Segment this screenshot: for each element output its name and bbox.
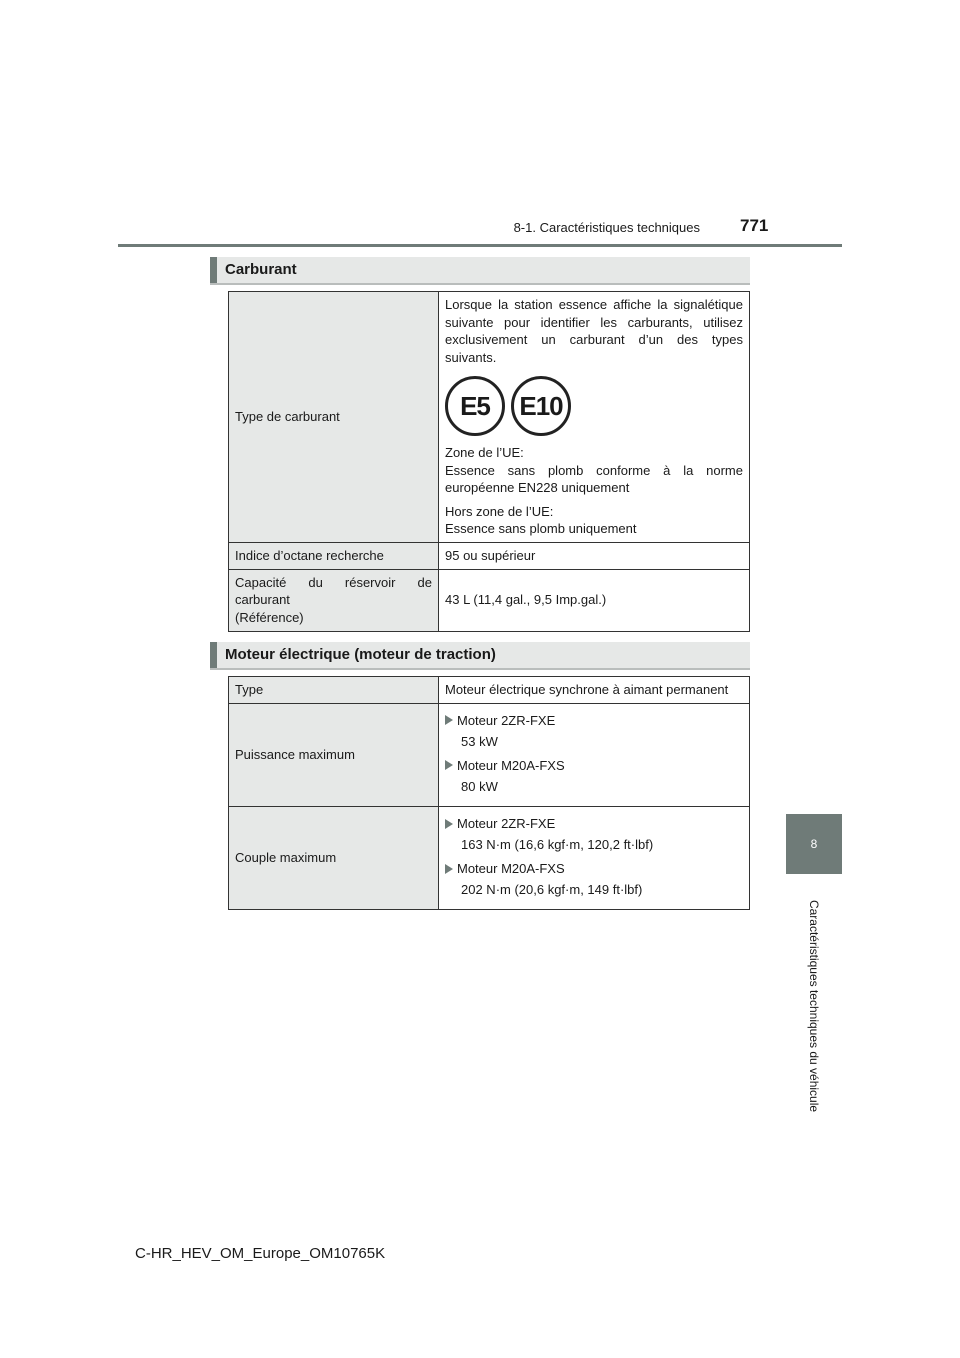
triangle-bullet-icon <box>445 819 453 829</box>
torque-value-2: 202 N·m (20,6 kgf·m, 149 ft·lbf) <box>461 882 643 898</box>
torque-label: Couple maximum <box>229 806 439 909</box>
capacity-value: 43 L (11,4 gal., 9,5 Imp.gal.) <box>439 569 750 631</box>
section-title: 8-1. Caractéristiques techniques <box>513 220 700 235</box>
power-value-2: 80 kW <box>461 779 498 795</box>
power-value-1: 53 kW <box>461 734 498 750</box>
chapter-number: 8 <box>810 837 818 851</box>
power-engine-2: Moteur M20A-FXS <box>457 757 565 773</box>
table-row <box>229 677 750 704</box>
motor-table <box>228 676 750 910</box>
document-id: C-HR_HEV_OM_Europe_OM10765K <box>135 1245 386 1262</box>
fuel-badges <box>445 376 743 436</box>
list-item <box>445 815 743 833</box>
table-row <box>229 569 750 631</box>
octane-label: Indice d’octane recherche <box>229 542 439 569</box>
eu-zone-text: Essence sans plomb conforme à la norme européenne EN228 uniquement <box>445 462 743 496</box>
fuel-type-value <box>439 292 750 543</box>
power-label: Puissance maximum <box>229 703 439 806</box>
e5-fuel-badge-icon: E5 <box>445 376 505 436</box>
fuel-table <box>228 291 750 632</box>
page-number: 771 <box>740 216 769 235</box>
table-row <box>229 292 750 543</box>
eu-zone-label: Zone de l’UE: <box>445 445 524 461</box>
fuel-type-label: Type de carburant <box>229 292 439 543</box>
chapter-tab <box>786 814 842 874</box>
list-item <box>445 860 743 878</box>
motor-type-label: Type <box>229 677 439 704</box>
power-engine-1: Moteur 2ZR-FXE <box>457 712 556 728</box>
table-row <box>229 542 750 569</box>
torque-value-1: 163 N·m (16,6 kgf·m, 120,2 ft·lbf) <box>461 837 654 853</box>
torque-value <box>439 806 750 909</box>
fuel-type-intro: Lorsque la station essence affiche la signalétique suivante pour identifier les carburants, utilisez exclusivement un carburant d’un des types suivants. <box>445 297 743 365</box>
table-row <box>229 703 750 806</box>
table-row <box>229 806 750 909</box>
torque-engine-1: Moteur 2ZR-FXE <box>457 815 556 831</box>
power-value <box>439 703 750 806</box>
capacity-label-reference: (Référence) <box>235 610 304 626</box>
capacity-label <box>229 569 439 631</box>
capacity-label-text: Capacité du réservoir de carburant <box>235 574 432 608</box>
motor-section-title: Moteur électrique (moteur de traction) <box>210 642 750 668</box>
motor-type-value: Moteur électrique synchrone à aimant permanent <box>439 677 750 704</box>
list-item <box>445 712 743 730</box>
header-rule <box>118 244 842 247</box>
octane-value: 95 ou supérieur <box>439 542 750 569</box>
list-item <box>445 757 743 775</box>
fuel-section-title: Carburant <box>210 257 750 283</box>
triangle-bullet-icon <box>445 864 453 874</box>
non-eu-zone-text: Essence sans plomb uniquement <box>445 521 637 537</box>
torque-engine-2: Moteur M20A-FXS <box>457 860 565 876</box>
e10-fuel-badge-icon: E10 <box>511 376 571 436</box>
chapter-label: Caractéristiques techniques du véhicule <box>807 899 821 1113</box>
triangle-bullet-icon <box>445 715 453 725</box>
triangle-bullet-icon <box>445 760 453 770</box>
non-eu-zone-label: Hors zone de l’UE: <box>445 503 554 519</box>
